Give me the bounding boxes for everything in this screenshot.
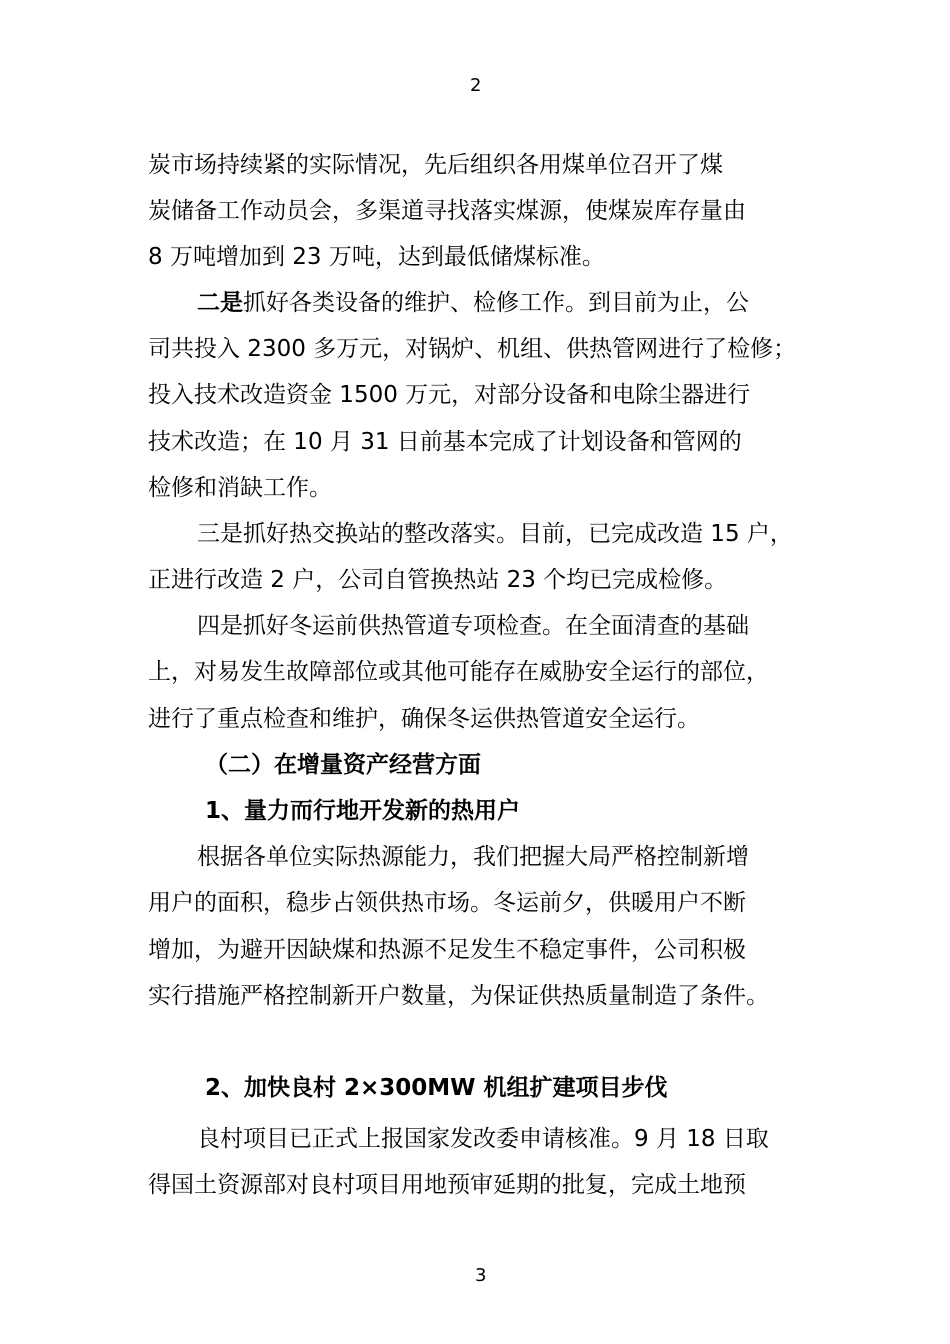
paragraph-line: 炭市场持续紧的实际情况，先后组织各用煤单位召开了煤	[148, 152, 723, 178]
paragraph-line: 进行了重点检查和维护，确保冬运供热管道安全运行。	[148, 706, 700, 732]
subsection-heading: 2、加快良村 2×300MW 机组扩建项目步伐	[205, 1075, 668, 1101]
paragraph-line: 司共投入 2300 多万元，对锅炉、机组、供热管网进行了检修；	[148, 336, 797, 362]
paragraph-lead-bold: 二是	[197, 290, 243, 316]
subsection-heading: 1、量力而行地开发新的热用户	[205, 798, 521, 824]
section-heading: （二）在增量资产经营方面	[205, 752, 481, 778]
paragraph-first-rest: 抓好各类设备的维护、检修工作。到目前为止，公	[243, 290, 749, 316]
page-number-top: 2	[470, 75, 482, 96]
paragraph-line: 得国土资源部对良村项目用地预审延期的批复，完成土地预	[148, 1172, 746, 1198]
paragraph-line: 检修和消缺工作。	[148, 475, 332, 501]
paragraph-line: 三是抓好热交换站的整改落实。目前，已完成改造 15 户，	[197, 521, 793, 547]
paragraph-line: 8 万吨增加到 23 万吨，达到最低储煤标准。	[148, 244, 605, 270]
paragraph-line: 投入技术改造资金 1500 万元，对部分设备和电除尘器进行	[148, 382, 751, 408]
paragraph-line: 正进行改造 2 户，公司自管换热站 23 个均已完成检修。	[148, 567, 728, 593]
paragraph-line: 增加，为避开因缺煤和热源不足发生不稳定事件，公司积极	[148, 937, 746, 963]
paragraph-line: 用户的面积，稳步占领供热市场。冬运前夕，供暖用户不断	[148, 890, 746, 916]
paragraph-line: 根据各单位实际热源能力，我们把握大局严格控制新增	[197, 844, 749, 870]
paragraph-line: 上，对易发生故障部位或其他可能存在威胁安全运行的部位，	[148, 659, 769, 685]
paragraph-line: 实行措施严格控制新开户数量，为保证供热质量制造了条件。	[148, 983, 769, 1009]
paragraph-line: 炭储备工作动员会，多渠道寻找落实煤源，使煤炭库存量由	[148, 198, 746, 224]
paragraph-first-line	[197, 288, 749, 318]
paragraph-line: 技术改造；在 10 月 31 日前基本完成了计划设备和管网的	[148, 429, 742, 455]
paragraph-line: 四是抓好冬运前供热管道专项检查。在全面清查的基础	[197, 613, 749, 639]
paragraph-line: 良村项目已正式上报国家发改委申请核准。9 月 18 日取	[197, 1126, 769, 1152]
page-number-bottom: 3	[475, 1265, 487, 1286]
